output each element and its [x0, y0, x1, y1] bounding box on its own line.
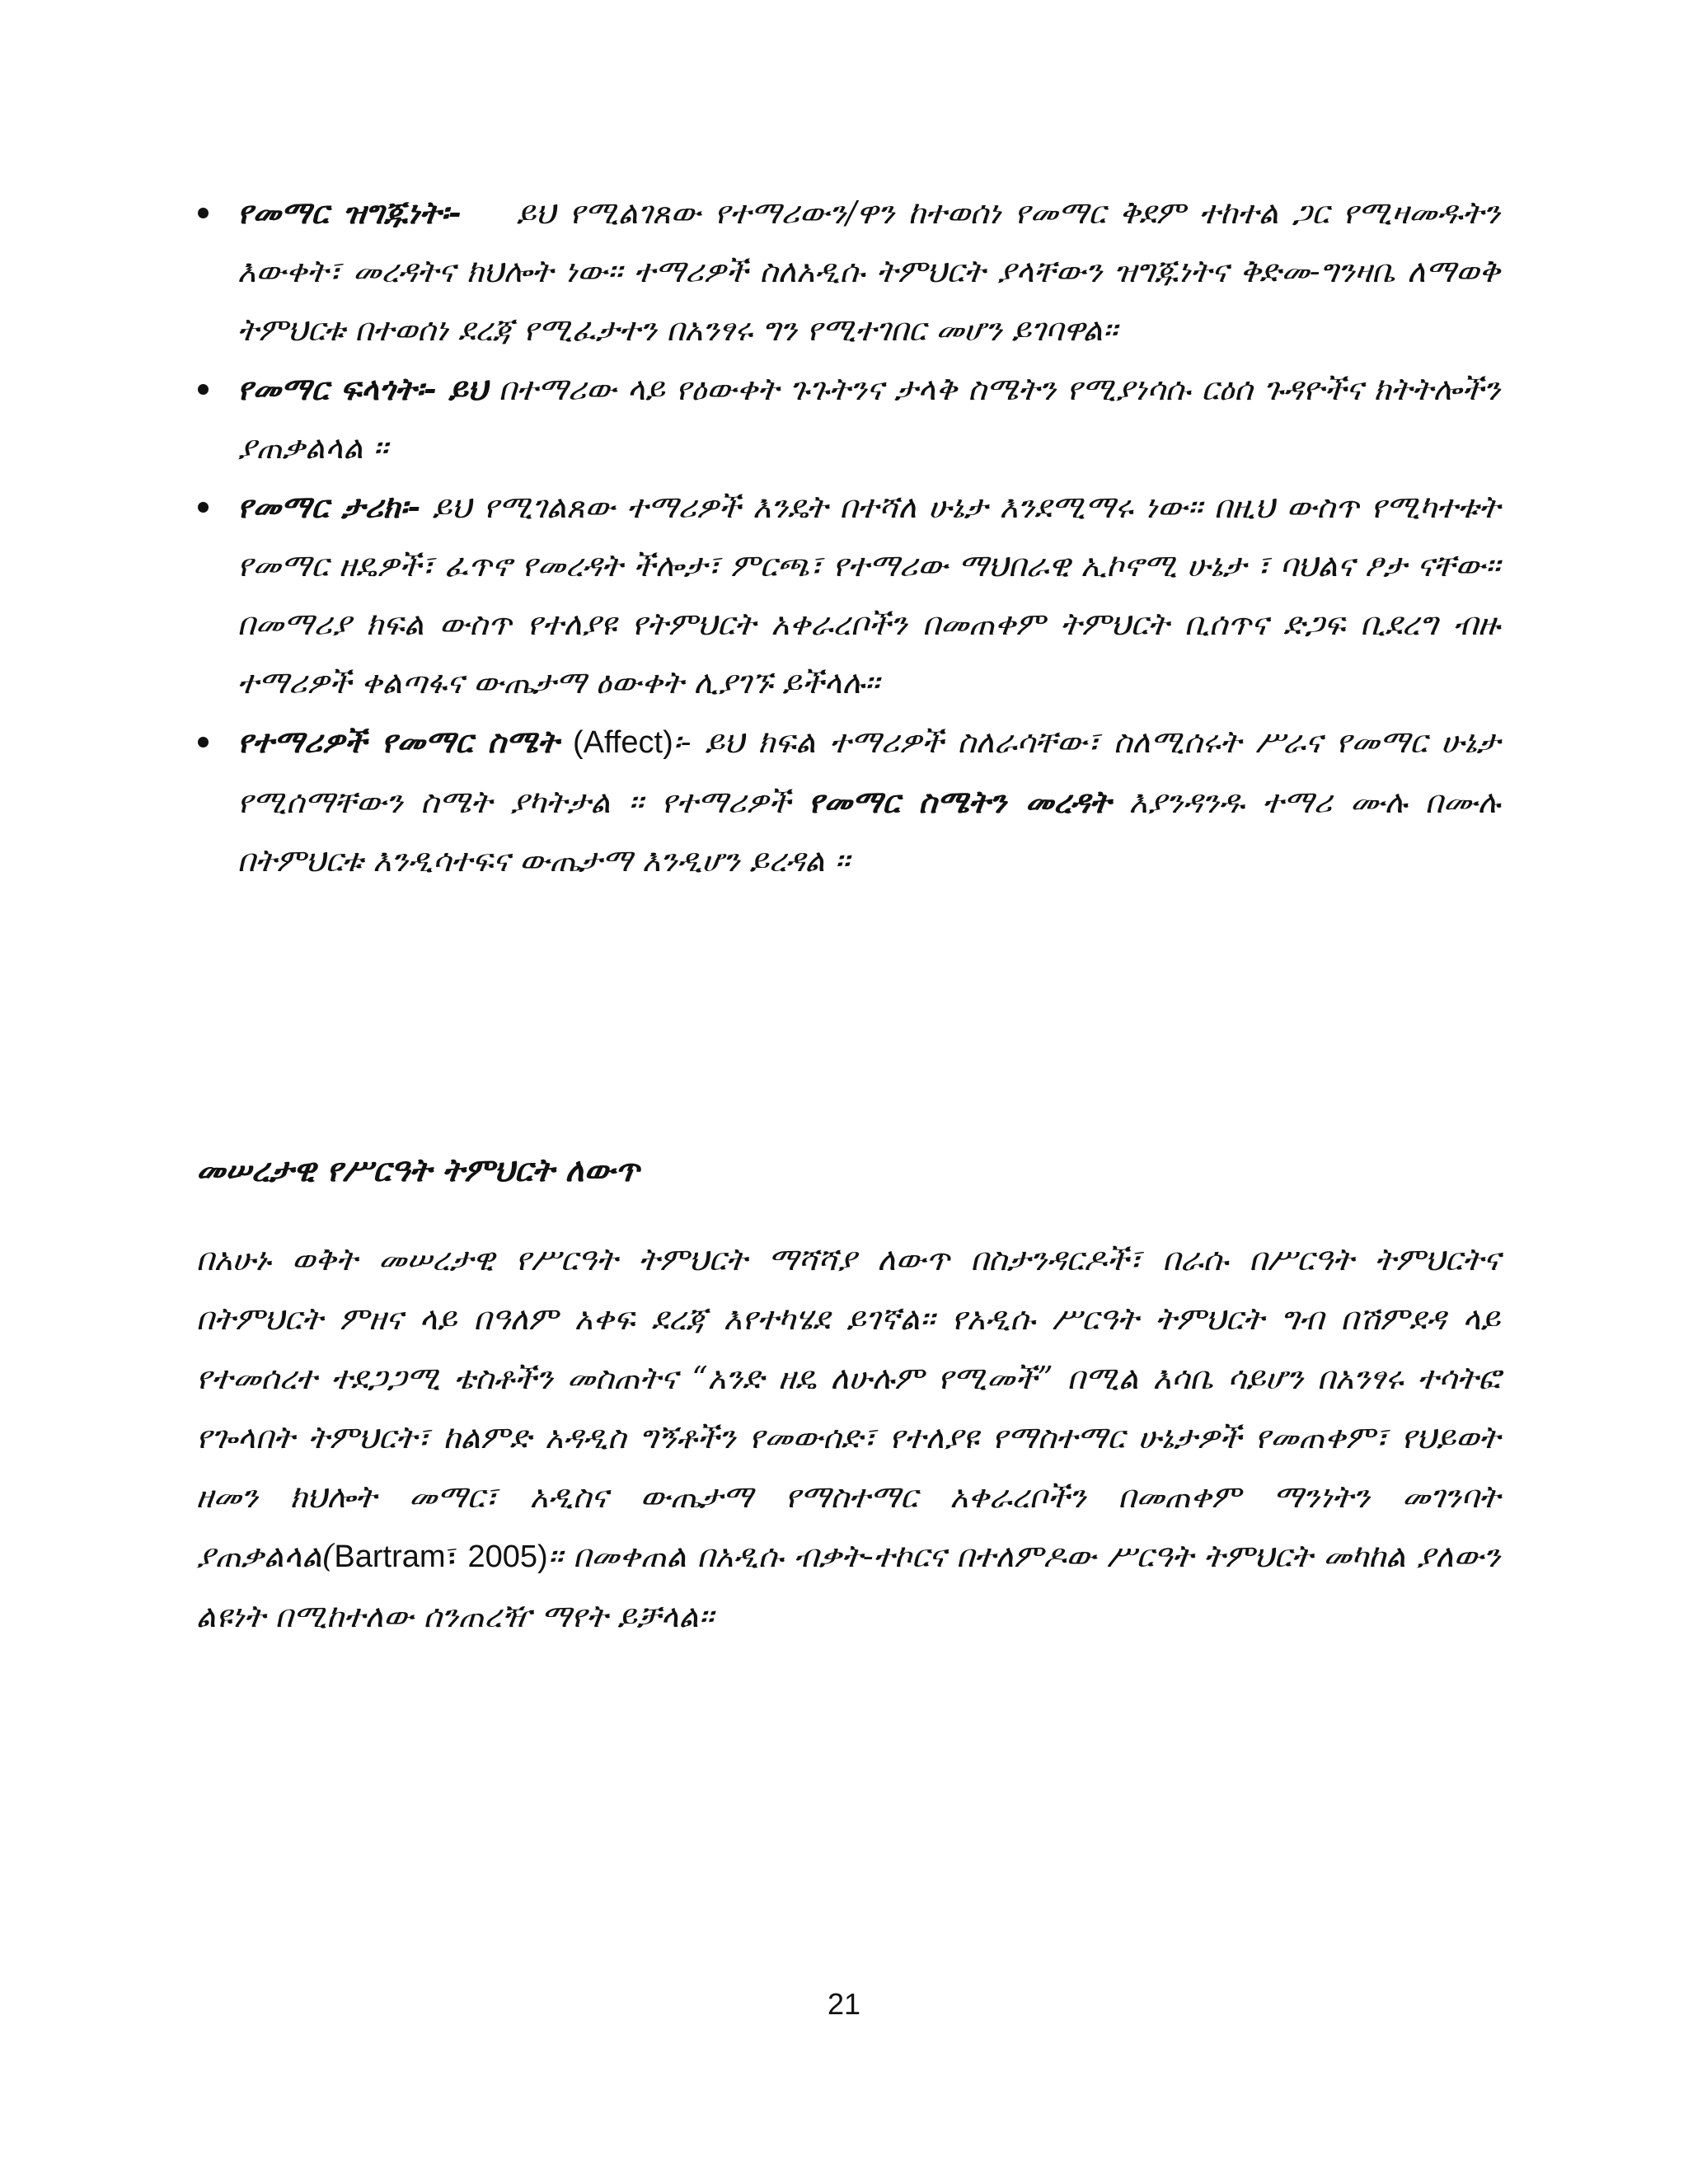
bullet-item-readiness [196, 183, 1500, 359]
bullet-term: የመማር ታሪክ፡- [237, 488, 421, 525]
page-number: 21 [827, 1987, 861, 2021]
citation: Bartram፣ 2005) [334, 1540, 548, 1574]
bullet-inline-bold: የመማር ስሜትን መረዳት [808, 783, 1111, 820]
bullet-text: ይህ የሚገልጸው ተማሪዎች እንዴት በተሻለ ሁኔታ እንደሚማሩ ነው፡፡ በዚህ ውስጥ የሚካተቱት የመማር ዘዴዎች፣ ፈጥኖ የመረዳት ችሎታ፣ ምርጫ፣ የተማሪው ማህበራዊ ኢኮኖሚ ሁኔታ ፣ ባህልና ፆታ ናቸው፡፡ በመማሪያ ክፍል ውስጥ የተለያዩ የትምህርት አቀራረቦችን በመጠቀም ትምህርት ቢሰጥና ድጋፍ ቢደረግ ብዙ ተማሪዎች ቀልጣፋና ውጤታማ ዕውቀት ሊያገኙ ይችላሉ፡፡ [237, 489, 1500, 701]
bullet-list [196, 183, 1500, 890]
bullet-icon [198, 208, 209, 218]
paragraph-text-end: ፡፡ በመቀጠል በአዲሱ ብቃት-ተኮርና በተለምዶው ሥርዓት ትምህርት መካከል ያለውን ልዩነት በሚከተለው ሰንጠረዥ ማየት ይቻላል፡፡ [196, 1538, 1500, 1634]
paragraph-text: በአሁኑ ወቅት መሠረታዊ የሥርዓት ትምህርት ማሻሻያ ለውጥ በስታንዳርዶች፣ በራሱ በሥርዓት ትምህርትና በትምህርት ምዘና ላይ በዓለም አቀፍ ደረጃ እየተካሄደ ይገኛል፡፡ የአዲሱ ሥርዓት ትምህርት ግብ በሽምደዳ ላይ የተመሰረተ ተደጋጋሚ ቴስቶችን መስጠትና “አንድ ዘዴ ለሁሉም የሚመች” በሚል እሳቤ ሳይሆን በአንፃሩ ተሳትፎ የጐላበት ትምህርት፣ ከልምድ አዳዲስ ግኝቶችን የመውሰድ፣ የተለያዩ የማስተማር ሁኔታዎች የመጠቀም፣ የህይወት ዘመን ክህሎት መማር፣ አዲስና ውጤታማ የማስተማር አቀራረቦችን በመጠቀም ማንነትን መገንባት ያጠቃልላል( [196, 1241, 1500, 1574]
bullet-icon [198, 737, 209, 748]
bullet-term: የመማር ፍላጎት፡- ይህ [237, 370, 488, 407]
bullet-term: የተማሪዎች የመማር ስሜት [237, 723, 559, 760]
bullet-icon [198, 502, 209, 513]
bullet-latin-term: (Affect) [572, 725, 673, 760]
bullet-item-affect [196, 712, 1500, 890]
section-heading: መሠረታዊ የሥርዓት ትምህርት ለውጥ [196, 1151, 640, 1189]
bullet-item-history [196, 477, 1500, 712]
bullet-term: የመማር ዝግጁነት፡- [237, 194, 462, 231]
bullet-text: ፡- ይህ ክፍል ተማሪዎች ስለራሳቸው፣ ስለሚሰሩት ሥራና የመማር ሁኔታ የሚሰማቸውን ስሜት ያካትታል ፡፡ የተማሪዎች [237, 724, 1500, 820]
body-paragraph [196, 1230, 1500, 1646]
bullet-item-interest [196, 359, 1500, 477]
bullet-text: በተማሪው ላይ የዕውቀት ጉጉትንና ታላቅ ስሜትን የሚያነሳሱ ርዕሰ ጉዳዮችና ክትትሎችን ያጠቃልላል ፡፡ [237, 371, 1500, 466]
bullet-text: ይህ የሚልገጸው የተማሪውን/ዋን ከተወሰነ የመማር ቅደም ተከተል ጋር የሚዛመዱትን እውቀት፣ መረዳትና ክህሎት ነው፡፡ ተማሪዎች ስለአዲሱ ትምህርት ያላቸውን ዝግጁነትና ቅድመ-ግንዛቤ ለማወቅ ትምህርቱ በተወሰነ ደረጃ የሚፈታተን በአንፃሩ ግን የሚተገበር መሆን ይገባዋል፡፡ [237, 194, 1500, 348]
bullet-text-end: እያንዳንዱ ተማሪ ሙሉ በሙሉ በትምህርቱ እንዲሳተፍና ውጤታማ እንዲሆን ይረዳል ፡፡ [237, 784, 1500, 879]
bullet-icon [198, 384, 209, 395]
